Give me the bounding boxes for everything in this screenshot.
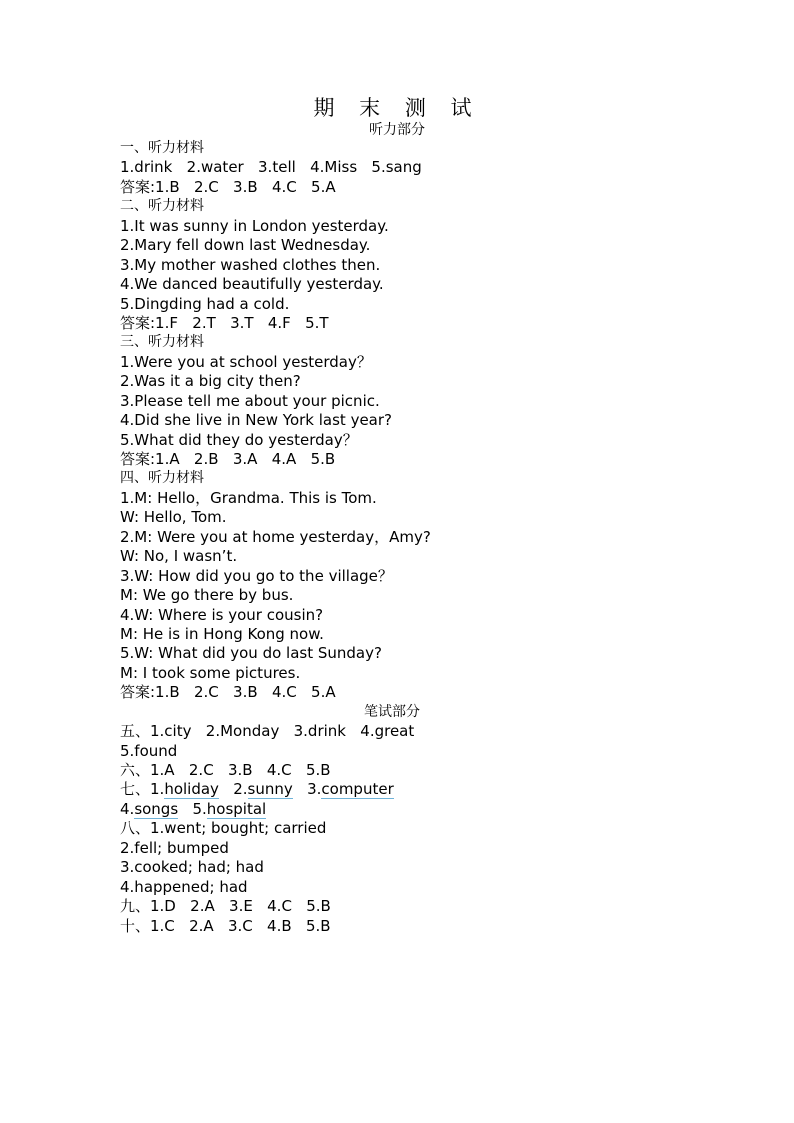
section-title: 笔试部分	[364, 703, 420, 720]
text-line: 3.W: How did you go to the village？	[120, 566, 393, 585]
text-line: 八、1.went; bought; carried	[120, 819, 327, 838]
text-line: M: I took some pictures.	[120, 663, 301, 682]
text-line: 3.My mother washed clothes then.	[120, 255, 381, 274]
text-line: M: He is in Hong Kong now.	[120, 624, 324, 643]
text-line: 2.Was it a big city then?	[120, 372, 301, 391]
text-line: 九、1.D 2.A 3.E 4.C 5.B	[120, 897, 331, 916]
underlined-answer: hospital	[206, 799, 267, 818]
section-header: 一、听力材料	[120, 140, 204, 156]
text-fragment: 2.	[218, 780, 248, 799]
text-line: 5.W: What did you do last Sunday?	[120, 644, 382, 663]
text-line: 六、1.A 2.C 3.B 4.C 5.B	[120, 761, 331, 779]
text-fragment: 3.	[292, 780, 322, 799]
underlined-answer: computer	[321, 780, 394, 799]
text-line: 5.What did they do yesterday？	[120, 430, 358, 449]
text-line: 五、1.city 2.Monday 3.drink 4.great	[120, 722, 415, 741]
section-header: 三、听力材料	[120, 334, 204, 351]
text-line: 4.Did she live in New York last year?	[120, 411, 392, 430]
listening-section-title: 听力部分	[369, 122, 425, 138]
text-line: 4.W: Where is your cousin?	[120, 605, 324, 624]
section-header: 四、听力材料	[120, 470, 204, 487]
text-line: 1.It was sunny in London yesterday.	[120, 216, 389, 235]
page-title: 期 末 测 试	[313, 96, 481, 120]
text-line: 1.drink 2.water 3.tell 4.Miss 5.sang	[120, 158, 422, 177]
text-line: M: We go there by bus.	[120, 586, 294, 605]
underlined-answer: sunny	[247, 780, 293, 799]
text-fragment: 4.	[120, 799, 135, 818]
text-line: 5.found	[120, 741, 178, 760]
text-line: 3.cooked; had; had	[120, 858, 264, 877]
text-line: 2.M: Were you at home yesterday，Amy?	[120, 527, 431, 546]
text-line: W: Hello, Tom.	[120, 508, 227, 527]
text-line: 答案:1.F 2.T 3.T 4.F 5.T	[120, 313, 329, 332]
text-line: 1.M: Hello，Grandma. This is Tom.	[120, 488, 377, 507]
text-line: 4.happened; had	[120, 877, 248, 896]
text-fragment: 七、1.	[120, 780, 165, 799]
text-line: 4.We danced beautifully yesterday.	[120, 275, 384, 294]
text-line: 答案:1.B 2.C 3.B 4.C 5.A	[120, 177, 336, 196]
text-line: 3.Please tell me about your picnic.	[120, 391, 380, 410]
text-line: 答案:1.A 2.B 3.A 4.A 5.B	[120, 450, 336, 468]
section-header: 二、听力材料	[120, 198, 204, 215]
text-line: W: No, I wasn’t.	[120, 547, 238, 566]
underlined-answer: holiday	[164, 780, 219, 799]
text-line: 十、1.C 2.A 3.C 4.B 5.B	[120, 916, 331, 935]
underlined-answer: songs	[134, 799, 179, 818]
text-line: 2.fell; bumped	[120, 838, 229, 857]
text-line: 答案:1.B 2.C 3.B 4.C 5.A	[120, 683, 336, 702]
text-fragment: 5.	[178, 799, 207, 818]
text-line: 5.Dingding had a cold.	[120, 294, 290, 313]
text-line	[120, 800, 680, 819]
text-line: 2.Mary fell down last Wednesday.	[120, 236, 371, 255]
text-line	[120, 780, 680, 799]
text-line: 1.Were you at school yesterday？	[120, 352, 372, 371]
answer-key-body	[120, 139, 680, 936]
